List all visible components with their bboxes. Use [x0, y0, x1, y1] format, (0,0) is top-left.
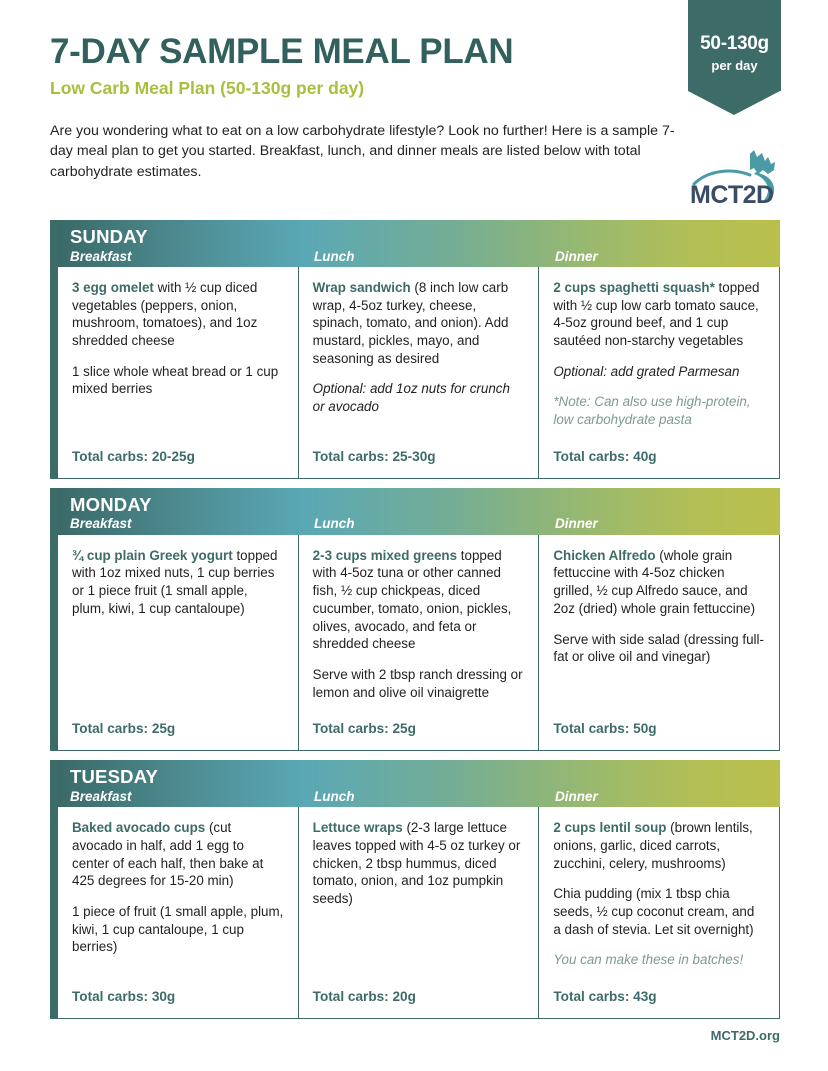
meal-labels-row — [58, 249, 780, 268]
day-block-tuesday — [50, 760, 780, 1019]
meal-description — [313, 279, 525, 367]
meal-lead: Baked avocado cups — [72, 820, 206, 836]
day-body — [58, 267, 780, 479]
badge-perday-label: per day — [711, 57, 758, 73]
meal-extra: 1 slice whole wheat bread or 1 cup mixed berries — [72, 363, 279, 397]
meal-cell-breakfast — [58, 535, 298, 750]
day-header — [58, 220, 780, 267]
meal-description — [313, 819, 525, 907]
meal-rest: topped with ½ cup low carb tomato sauce, 4-5oz ground beef, and 1 cup sautéed non-starchy vegetables — [553, 280, 760, 349]
meal-rest: (whole grain fettuccine with 4-5oz chicken grilled, ½ cup Alfredo sauce, and 2oz (dried) whole grain fettuccine) — [553, 547, 756, 616]
day-header — [58, 488, 780, 535]
meal-labels-row — [58, 516, 780, 535]
meal-cell-dinner — [538, 535, 779, 750]
meal-description — [72, 279, 284, 350]
total-carbs: Total carbs: 20g — [312, 989, 416, 1004]
meal-labels-row — [58, 789, 780, 808]
meal-rest: with ½ cup diced vegetables (peppers, onion, mushroom, tomatoes), and 1oz shredded cheese — [72, 280, 258, 349]
meal-optional: Optional: add grated Parmesan — [553, 363, 740, 379]
meal-note: *Note: Can also use high-protein, low carbohydrate pasta — [553, 394, 751, 428]
meal-extra: Serve with 2 tbsp ranch dressing or lemon and olive oil vinaigrette — [312, 666, 523, 700]
meal-label-lunch: Lunch — [314, 516, 355, 532]
meal-rest: topped with 4-5oz tuna or other canned fish, ½ cup chickpeas, diced cucumber, tomato, onion, pickles, olives, avocado, and feta or shredded cheese — [312, 547, 512, 652]
meal-lead: Lettuce wraps — [312, 820, 403, 836]
meal-lead: 2 cups lentil soup — [553, 820, 667, 836]
meal-description — [72, 819, 284, 890]
day-body — [58, 535, 780, 751]
intro-paragraph: Are you wondering what to eat on a low carbohydrate lifestyle? Look no further! Here is a sample 7-day meal plan to get you started. Breakfast, lunch, and dinner meals are listed below with total carbohydrate estimates. — [50, 122, 675, 181]
day-header — [58, 760, 780, 807]
total-carbs: Total carbs: 20-25g — [72, 448, 195, 464]
meal-extra: Serve with side salad (dressing full-fat or olive oil and vinegar) — [553, 631, 764, 665]
meal-optional: Optional: add 1oz nuts for crunch or avocado — [312, 381, 510, 415]
meal-label-breakfast: Breakfast — [70, 516, 132, 532]
meal-description — [313, 547, 525, 653]
total-carbs: Total carbs: 40g — [553, 448, 657, 464]
meal-rest: (brown lentils, onions, garlic, diced carrots, zucchini, celery, mushrooms) — [553, 820, 753, 871]
meal-lead: 3 egg omelet — [72, 280, 154, 295]
day-name-label: TUESDAY — [70, 766, 159, 788]
meal-description — [72, 547, 284, 618]
meal-description — [553, 819, 765, 872]
meal-extra: Chia pudding (mix 1 tbsp chia seeds, ½ cup coconut cream, and a dash of stevia. Let sit overnight) — [553, 886, 755, 937]
meal-lead: Chicken Alfredo — [553, 547, 656, 563]
meal-label-lunch: Lunch — [314, 788, 355, 804]
meal-cell-dinner — [538, 267, 779, 478]
meal-rest: (cut avocado in half, add 1 egg to center of each half, then bake at 425 degrees for 15-20 min) — [72, 820, 264, 889]
meal-lead: ¾ cup plain Greek yogurt — [72, 547, 233, 563]
badge-pointer — [688, 91, 780, 115]
meal-extra: 1 piece of fruit (1 small apple, plum, kiwi, 1 cup cantaloupe, 1 cup berries) — [72, 903, 284, 955]
meal-lead: 2-3 cups mixed greens — [312, 547, 458, 563]
day-name-label: SUNDAY — [70, 226, 148, 247]
meal-cell-lunch — [298, 807, 539, 1018]
meal-description — [553, 279, 765, 350]
total-carbs: Total carbs: 50g — [553, 721, 657, 737]
total-carbs: Total carbs: 30g — [72, 989, 176, 1004]
meal-plan-table — [50, 220, 780, 1028]
meal-label-lunch: Lunch — [314, 248, 355, 264]
total-carbs: Total carbs: 25g — [72, 721, 176, 737]
mct2d-logo-icon — [688, 148, 784, 210]
total-carbs: Total carbs: 25-30g — [312, 448, 436, 464]
page-subtitle: Low Carb Meal Plan (50-130g per day) — [50, 77, 365, 98]
meal-label-breakfast: Breakfast — [70, 248, 132, 264]
meal-cell-dinner — [538, 807, 779, 1018]
badge-range-label: 50-130g — [700, 33, 769, 54]
meal-label-dinner: Dinner — [555, 248, 598, 264]
meal-lead: Wrap sandwich — [312, 280, 411, 295]
meal-description — [553, 547, 765, 618]
meal-label-dinner: Dinner — [555, 516, 598, 532]
meal-label-breakfast: Breakfast — [70, 788, 132, 804]
meal-cell-lunch — [298, 267, 539, 478]
carb-range-badge — [688, 0, 781, 115]
meal-rest: topped with 1oz mixed nuts, 1 cup berries or 1 piece fruit (1 small apple, plum, kiwi, 1 cup cantaloupe) — [72, 547, 278, 616]
total-carbs: Total carbs: 25g — [312, 721, 416, 737]
day-body — [58, 807, 780, 1019]
day-block-monday — [50, 488, 780, 751]
mct2d-logo — [688, 148, 784, 210]
meal-cell-lunch — [298, 535, 539, 750]
meal-cell-breakfast — [58, 267, 298, 478]
meal-rest: (8 inch low carb wrap, 4-5oz turkey, cheese, spinach, tomato, and onion). Add mustard, pickles, mayo, and seasoning as desired — [312, 280, 509, 366]
meal-label-dinner: Dinner — [555, 788, 598, 804]
day-name-label: MONDAY — [70, 493, 152, 515]
meal-note: You can make these in batches! — [553, 952, 744, 968]
svg-text:MCT2D: MCT2D — [690, 181, 774, 209]
meal-lead: 2 cups spaghetti squash* — [553, 280, 715, 295]
total-carbs: Total carbs: 43g — [553, 989, 657, 1004]
meal-rest: (2-3 large lettuce leaves topped with 4-5 oz turkey or chicken, 2 tbsp hummus, diced tomato, onion, and 1oz pumpkin seeds) — [312, 820, 521, 906]
badge-body — [688, 0, 781, 91]
page-title: 7-DAY SAMPLE MEAL PLAN — [50, 32, 514, 71]
footer-url: MCT2D.org — [710, 1028, 780, 1043]
meal-cell-breakfast — [58, 807, 298, 1018]
day-block-sunday — [50, 220, 780, 479]
